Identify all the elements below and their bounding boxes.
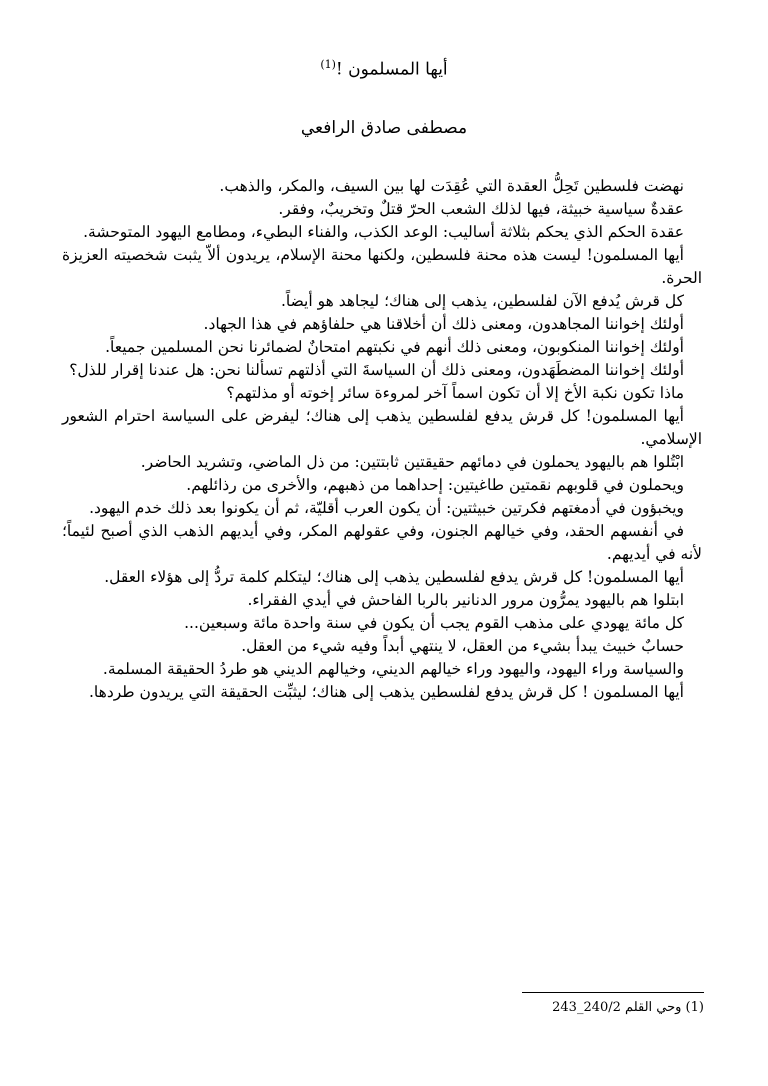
paragraph: في أنفسهم الحقد، وفي خيالهم الجنون، وفي عقولهم المكر، وفي أيديهم الذهب الذي أصبح لئيماً؛ لأنه في أيديهم. [62,522,702,563]
footnote: (1) وحي القلم 240/2_243 [552,1000,704,1015]
paragraph: عقدةٌ سياسية خبيثة، فيها لذلك الشعب الحرّ قتلٌ وتخريبٌ، وفقر. [278,200,684,218]
paragraph: ويحملون في قلوبهم نقمتين طاغيتين: إحداهما من ذهبهم، والأخرى من رذائلهم. [186,476,684,494]
paragraph: أولئك إخواننا المجاهدون، ومعنى ذلك أن أخلاقنا هي حلفاؤهم في هذا الجهاد. [203,315,684,333]
paragraph: نهضت فلسطين تَحِلُّ العقدة التي عُقِدَت لها بين السيف، والمكر، والذهب. [219,177,684,195]
paragraph: ماذا تكون نكبة الأخ إلا أن تكون اسماً آخر لمروءة سائر إخوته أو مذلتهم؟ [226,384,684,402]
paragraph: ويخبؤون في أدمغتهم فكرتين خبيثتين: أن يكون العرب أقليّة، ثم أن يكونوا بعد ذلك خدم اليهود. [89,499,684,517]
author-name: مصطفى صادق الرافعي [300,118,468,138]
paragraph: حسابٌ خبيث يبدأ بشيء من العقل، لا ينتهي أبداً وفيه شيء من العقل. [241,637,684,655]
footnote-reference: (1) [320,58,336,71]
article-body [62,175,702,704]
footnote-divider [522,992,704,993]
paragraph: عقدة الحكم الذي يحكم بثلاثة أساليب: الوعد الكذب، والفناء البطيء، ومطامع اليهود المتوحشة. [83,223,684,241]
paragraph: كل قرش يُدفع الآن لفلسطين، يذهب إلى هناك؛ ليجاهد هو أيضاً. [280,292,684,310]
paragraph: ابتلوا هم باليهود يمرُّون مرور الدنانير بالربا الفاحش في أيدي الفقراء. [247,591,684,609]
paragraph: أيها المسلمون! ليست هذه محنة فلسطين، ولكنها محنة الإسلام، يريدون ألاّ يثبت شخصيته العزيزة الحرة. [62,246,702,287]
paragraph: أيها المسلمون! كل قرش يدفع لفلسطين يذهب إلى هناك؛ ليتكلم كلمة تردُّ إلى هؤلاء العقل. [104,568,684,586]
paragraph: والسياسة وراء اليهود، واليهود وراء خيالهم الديني، وخيالهم الديني هو طردُ الحقيقة المسلمة. [102,660,684,678]
title-text: أيها المسلمون ! [335,59,448,80]
paragraph: ابْتُلوا هم باليهود يحملون في دمائهم حقيقتين ثابتتين: من ذل الماضي، وتشريد الحاضر. [140,453,684,471]
paragraph: أولئك إخواننا المضطَهَدون، ومعنى ذلك أن السياسةَ التي أذلتهم تسألنا نحن: هل عندنا إقرار للذل؟ [69,361,684,379]
paragraph: أولئك إخواننا المنكوبون، ومعنى ذلك أنهم في نكبتهم امتحانٌ لضمائرنا نحن المسلمين جميعاً. [105,338,684,356]
paragraph: كل مائة يهودي على مذهب القوم يجب أن يكون في سنة واحدة مائة وسبعين... [184,614,684,632]
paragraph: أيها المسلمون ! كل قرش يدفع لفلسطين يذهب إلى هناك؛ ليثبِّت الحقيقة التي يريدون طردها. [89,683,684,701]
page-title [0,58,768,80]
paragraph: أيها المسلمون! كل قرش يدفع لفلسطين يذهب إلى هناك؛ ليفرض على السياسة احترام الشعور الإسلامي. [62,407,702,448]
